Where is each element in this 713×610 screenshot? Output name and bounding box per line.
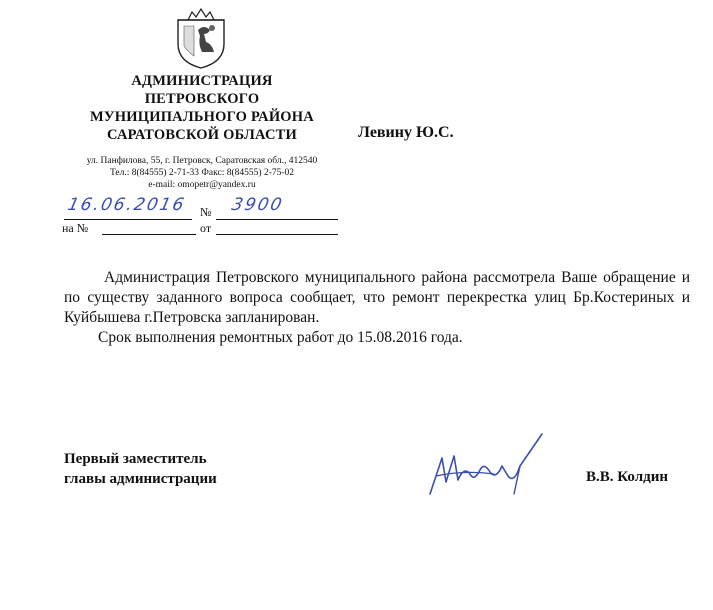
date-handwritten: 16.06.2016 — [65, 195, 188, 215]
coat-of-arms-emblem — [174, 6, 228, 70]
org-line-3: МУНИЦИПАЛЬНОГО РАЙОНА — [90, 109, 314, 125]
phones-text: Тел.: 8(84555) 2-71-33 Факс: 8(84555) 2-75-02 — [109, 168, 295, 178]
handwritten-signature — [424, 430, 546, 502]
signatory-title-line-1: Первый заместитель — [64, 451, 207, 467]
letter-body — [64, 268, 690, 348]
signatory-title — [64, 449, 217, 489]
organization-contacts — [60, 155, 344, 191]
ref-underline — [102, 234, 196, 235]
from-label: от — [200, 221, 212, 235]
body-paragraph-1: Администрация Петровского муниципального района рассмотрела Ваше обращение и по существу заданного вопроса сообщает, что ремонт перекрестка улиц Бр.Костериных и Куйбышева г.Петровска запланирован. — [64, 269, 690, 326]
number-label: № — [200, 205, 212, 219]
number-underline — [216, 219, 338, 220]
signatory-title-line-2: главы администрации — [64, 471, 217, 487]
number-handwritten: 3900 — [229, 195, 286, 215]
org-line-2: ПЕТРОВСКОГО — [144, 91, 260, 107]
address-text: ул. Панфилова, 55, г. Петровск, Саратовская обл., 412540 — [86, 156, 318, 166]
org-line-4: САРАТОВСКОЙ ОБЛАСТИ — [107, 127, 297, 143]
date-underline — [64, 219, 192, 220]
org-line-1: АДМИНИСТРАЦИЯ — [131, 73, 273, 89]
ref-label: на № — [62, 221, 89, 235]
registration-block — [62, 196, 352, 240]
addressee: Левину Ю.С. — [358, 124, 454, 141]
signatory-name: В.В. Колдин — [586, 469, 668, 485]
body-paragraph-2: Срок выполнения ремонтных работ до 15.08.2016 года. — [98, 329, 463, 346]
from-underline — [216, 234, 338, 235]
email-text: e-mail: omopetr@yandex.ru — [148, 180, 256, 190]
organization-name — [60, 72, 344, 144]
